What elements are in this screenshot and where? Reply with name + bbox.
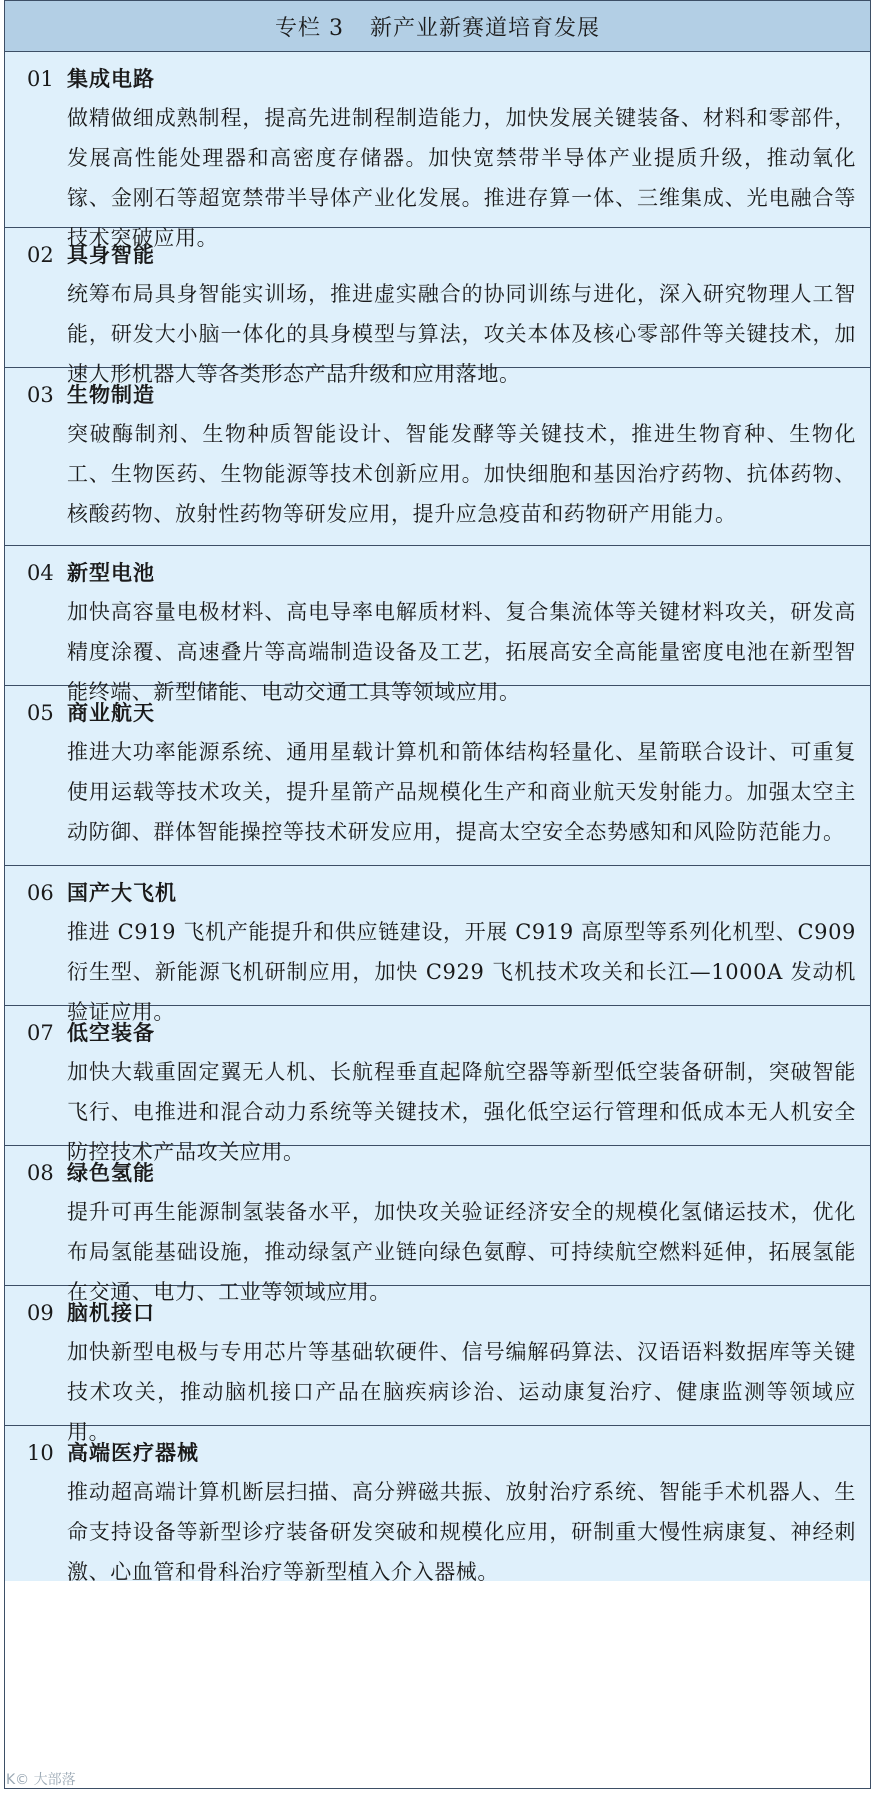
- section-number: 09: [27, 1301, 54, 1325]
- section-body: 推动超高端计算机断层扫描、高分辨磁共振、放射治疗系统、智能手术机器人、生命支持设备等新型诊疗装备研发突破和规模化应用，研制重大慢性病康复、神经刺激、心血管和骨科治疗等新型植入介入器械。: [67, 1480, 856, 1584]
- section-title: 具身智能: [67, 243, 155, 267]
- section-number: 03: [27, 383, 54, 407]
- box-title-bar: [5, 1, 870, 52]
- section-body: 加快大载重固定翼无人机、长航程垂直起降航空器等新型低空装备研制，突破智能飞行、电推进和混合动力系统等关键技术，强化低空运行管理和低成本无人机安全防控技术产品攻关应用。: [67, 1060, 856, 1164]
- section-05: [5, 686, 870, 866]
- section-08: [5, 1146, 870, 1304]
- section-number: 01: [27, 67, 54, 91]
- section-10: [5, 1426, 870, 1584]
- section-title: 国产大飞机: [67, 881, 177, 905]
- box-title: 新产业新赛道培育发展: [369, 15, 600, 41]
- section-04: [5, 546, 870, 704]
- section-title: 新型电池: [67, 561, 155, 585]
- section-03: [5, 368, 870, 546]
- section-title: 脑机接口: [67, 1301, 155, 1325]
- section-02: [5, 228, 870, 386]
- section-title: 低空装备: [67, 1021, 155, 1045]
- section-title: 绿色氢能: [67, 1161, 155, 1185]
- section-title: 集成电路: [67, 67, 155, 91]
- feature-box: [4, 0, 871, 1789]
- section-body: 加快高容量电极材料、高电导率电解质材料、复合集流体等关键材料攻关，研发高精度涂覆、高速叠片等高端制造设备及工艺，拓展高安全高能量密度电池在新型智能终端、新型储能、电动交通工具等领域应用。: [67, 600, 856, 704]
- section-body: 突破酶制剂、生物种质智能设计、智能发酵等关键技术，推进生物育种、生物化工、生物医药、生物能源等技术创新应用。加快细胞和基因治疗药物、抗体药物、核酸药物、放射性药物等研发应用，提升应急疫苗和药物研产用能力。: [67, 422, 856, 526]
- section-body: 做精做细成熟制程，提高先进制程制造能力，加快发展关键装备、材料和零部件，发展高性能处理器和高密度存储器。加快宽禁带半导体产业提质升级，推动氧化镓、金刚石等超宽禁带半导体产业化发展。推进存算一体、三维集成、光电融合等技术突破应用。: [67, 106, 856, 250]
- section-09: [5, 1286, 870, 1444]
- section-07: [5, 1006, 870, 1164]
- section-body: 提升可再生能源制氢装备水平，加快攻关验证经济安全的规模化氢储运技术，优化布局氢能基础设施，推动绿氢产业链向绿色氨醇、可持续航空燃料延伸，拓展氢能在交通、电力、工业等领域应用。: [67, 1200, 856, 1304]
- section-title: 生物制造: [67, 383, 155, 407]
- box-number: 专栏 3: [274, 15, 344, 41]
- section-number: 10: [27, 1441, 54, 1465]
- section-number: 02: [27, 243, 54, 267]
- section-body: 统筹布局具身智能实训场，推进虚实融合的协同训练与进化，深入研究物理人工智能，研发大小脑一体化的具身模型与算法，攻关本体及核心零部件等关键技术，加速人形机器人等各类形态产品升级和应用落地。: [67, 282, 856, 386]
- section-number: 07: [27, 1021, 54, 1045]
- section-06: [5, 866, 870, 1024]
- section-body: 推进 C919 飞机产能提升和供应链建设，开展 C919 高原型等系列化机型、C909 衍生型、新能源飞机研制应用，加快 C929 飞机技术攻关和长江—1000A 发动机验证应用。: [67, 920, 856, 1024]
- section-number: 08: [27, 1161, 54, 1185]
- section-title: 高端医疗器械: [67, 1441, 199, 1465]
- section-number: 06: [27, 881, 54, 905]
- section-body: 推进大功率能源系统、通用星载计算机和箭体结构轻量化、星箭联合设计、可重复使用运载等技术攻关，提升星箭产品规模化生产和商业航天发射能力。加强太空主动防御、群体智能操控等技术研发应用，提高太空安全态势感知和风险防范能力。: [67, 740, 856, 844]
- section-number: 04: [27, 561, 54, 585]
- section-body: 加快新型电极与专用芯片等基础软硬件、信号编解码算法、汉语语料数据库等关键技术攻关，推动脑机接口产品在脑疾病诊治、运动康复治疗、健康监测等领域应用。: [67, 1340, 856, 1444]
- section-title: 商业航天: [67, 701, 155, 725]
- watermark: K© 大部落: [6, 1772, 76, 1788]
- section-number: 05: [27, 701, 54, 725]
- section-01: [5, 52, 870, 250]
